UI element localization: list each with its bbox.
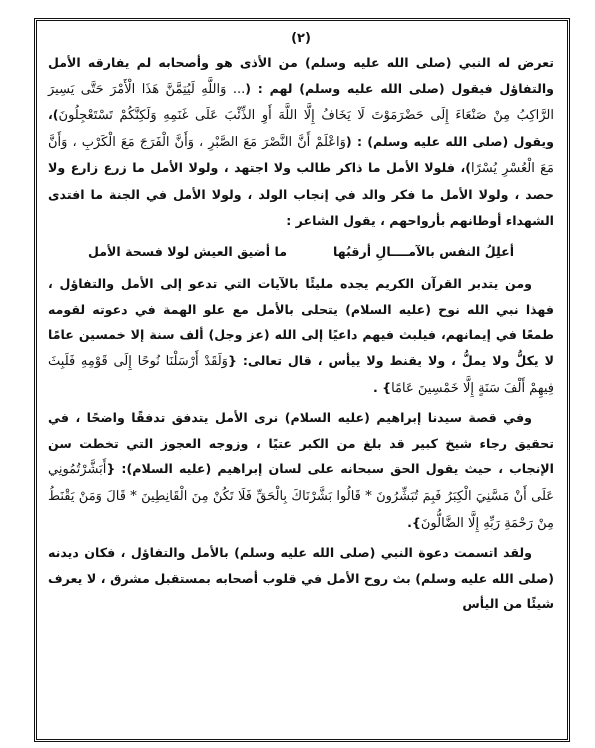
hadith-quote: ... وَاللَّهِ لَيُتِمَّنَّ هَذَا الْأَمْرَ حَتَّى يَسِيرَ الرَّاكِبُ مِنْ صَنْعَاءَ إِلَى حَضْرَمَوْتَ لَا يَخَافُ إِلَّا اللَّهَ أَوِ الذِّئْبَ عَلَى غَنَمِهِ وَلَكِنَّكُمْ تَسْتَعْجِلُونَ [48, 81, 554, 124]
poem-left-hemistich: ما أضيق العيش لولا فسحة الأمل [87, 244, 288, 260]
text-segment: } . [372, 379, 392, 395]
paragraph-1 [48, 50, 554, 233]
text-segment: وفي قصة سيدنا إبراهيم (عليه السلام) نرى الأمل يتدفق تدفقًا واضحًا ، في تحقيق رجاء شيخ كبير قد بلغ من الكبر عتيًا ، وزوجه العجوز التي تخطت سن الإنجاب ، حيث يقول الحق سبحانه على لسان إبراهيم (عليه السلام): { [48, 410, 554, 477]
text-segment: ومن يتدبر القرآن الكريم يجده مليئًا بالآيات التي تدعو إلى الأمل والتفاؤل ، فهذا نبي الله نوح (عليه السلام) يتحلى بالأمل مع علو الهمة في دعوته لقومه طمعًا في إيمانهم، فيلبث فيهم داعيًا إلى الله (عز وجل) ألف سنة إلا خمسين عامًا لا يكلُّ ولا يملُّ ، ولا يقنط ولا ييأس ، قال تعالى: { [48, 276, 554, 368]
paragraph-4 [48, 540, 554, 617]
quran-verse: وَلَقَدْ أَرْسَلْنَا نُوحًا إِلَى قَوْمِهِ فَلَبِثَ فِيهِمْ أَلْفَ سَنَةٍ إِلَّا خَمْسِينَ عَامًا [48, 353, 554, 396]
paragraph-2 [48, 271, 554, 401]
paragraph-3 [48, 405, 554, 536]
text-segment: )، ويقول (صلى الله عليه وسلم) : ( [48, 107, 554, 149]
poem-verse [48, 241, 554, 263]
text-segment: }. [407, 514, 421, 530]
document-page [48, 30, 554, 738]
page-number: (٢) [291, 31, 311, 46]
text-segment: ولقد اتسمت دعوة النبي (صلى الله عليه وسلم) بالأمل والتفاؤل ، فكان ديدنه (صلى الله عليه وسلم) بث روح الأمل في قلوب أصحابه بمستقبل مشرق ، لا يعرف شيئًا من اليأس [48, 545, 554, 612]
poem-right-hemistich: أعلِلُ النفس بالآمــــالِ أرقبُها [333, 244, 515, 260]
hadith-quote: وَاعْلَمْ أَنَّ النَّصْرَ مَعَ الصَّبْرِ ، وَأَنَّ الْفَرَجَ مَعَ الْكَرْبِ ، وَأَنَّ مَعَ الْعُسْرِ يُسْرًا [48, 134, 554, 177]
text-segment: )، فلولا الأمل ما ذاكر طالب ولا اجتهد ، ولولا الأمل ما زرع زارع ولا حصد ، ولولا الأمل ما فكر والد في إنجاب الولد ، ولولا الأمل في الجنة ما افتدى الشهداء أوطانهم بأرواحهم ، يقول الشاعر : [48, 160, 554, 228]
quran-verse: أَبَشَّرْتُمُونِي عَلَى أَنْ مَسَّنِيَ الْكِبَرُ فَبِمَ تُبَشِّرُونَ * قَالُوا بَشَّرْنَاكَ بِالْحَقِّ فَلَا تَكُنْ مِنَ الْقَانِطِينَ * قَالَ وَمَنْ يَقْنَطُ مِنْ رَحْمَةِ رَبِّهِ إِلَّا الضَّالُّونَ [48, 462, 554, 531]
text-segment: تعرض له النبي (صلى الله عليه وسلم) من الأذى هو وأصحابه لم يفارقه الأمل والتفاؤل فيقول (صلى الله عليه وسلم) لهم : ( [48, 55, 554, 96]
